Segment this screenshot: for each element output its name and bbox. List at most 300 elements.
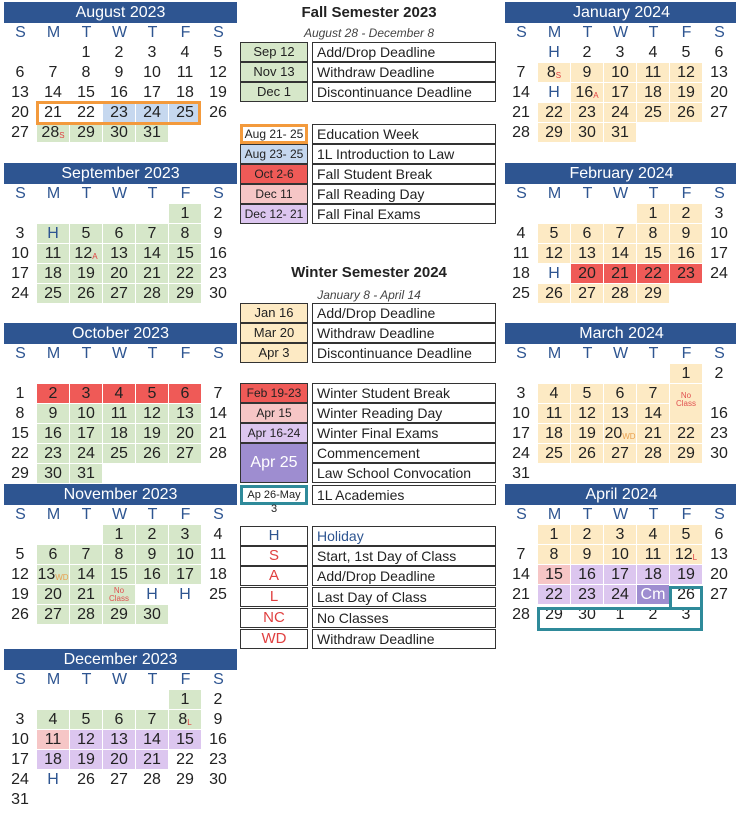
- day-cell-break: 20: [571, 264, 603, 283]
- day-cell: 13: [571, 244, 603, 263]
- day-cell: 15: [77, 84, 95, 101]
- day-cell: [505, 364, 537, 383]
- day-cell: 28: [143, 771, 161, 788]
- day-cell: 10: [11, 731, 29, 748]
- day-cell: 17: [143, 84, 161, 101]
- day-cell: 5: [571, 384, 603, 403]
- day-cell: 23: [571, 103, 603, 122]
- day-cell: 31: [604, 123, 636, 142]
- day-cell: 1: [169, 690, 201, 709]
- day-cell-exam: 18: [637, 565, 669, 584]
- day-cell: 30: [571, 123, 603, 142]
- day-cell: [70, 690, 102, 709]
- day-cell: 27: [11, 124, 29, 141]
- winter-deadline-row: Jan 16 Add/Drop Deadline: [240, 303, 496, 323]
- day-cell: 27: [710, 586, 728, 603]
- day-cell: 2: [114, 44, 124, 61]
- day-cell: 5: [15, 546, 25, 563]
- day-cell: 30: [710, 445, 728, 462]
- day-cell: 20: [710, 84, 728, 101]
- month-title: April 2024: [505, 484, 736, 505]
- day-cell: 19: [70, 264, 102, 283]
- day-cell: 16: [136, 565, 168, 584]
- day-cell: 14: [512, 566, 530, 583]
- day-cell-withdraw: $20_{WD}$: [604, 425, 636, 442]
- day-cell: 26: [571, 444, 603, 463]
- day-cell: 28: [637, 444, 669, 463]
- day-cell-holiday: H: [548, 44, 560, 61]
- day-cell: 1: [169, 204, 201, 223]
- day-cell: 21: [209, 425, 227, 442]
- day-cell: 21: [512, 586, 530, 603]
- day-cell: 26: [11, 606, 29, 623]
- day-cell: 10: [143, 64, 161, 81]
- winter-event-row: Apr 15 Winter Reading Day: [240, 403, 496, 423]
- day-cell: 28: [512, 606, 530, 623]
- day-cell: 19: [571, 424, 603, 443]
- day-cell: 18: [37, 264, 69, 283]
- day-cell: 8: [15, 405, 25, 422]
- day-cell: 18: [512, 265, 530, 282]
- day-cell-withdraw: $13_{WD}$: [37, 566, 69, 583]
- day-cell: 29: [70, 123, 102, 142]
- day-cell: 11: [637, 63, 669, 82]
- day-cell: 28: [209, 445, 227, 462]
- day-cell: 9: [114, 64, 124, 81]
- education-week-outline: [36, 101, 201, 125]
- day-cell: 26: [538, 284, 570, 303]
- day-cell-reading-day: 11: [37, 730, 69, 749]
- day-cell: 5: [70, 710, 102, 729]
- month-february-2024: [505, 163, 736, 304]
- day-cell-reading-day: 15: [538, 565, 570, 584]
- day-cell: 23: [37, 444, 69, 463]
- day-cell: 29: [103, 605, 135, 624]
- day-cell: 5: [213, 44, 223, 61]
- day-cell: 4: [538, 384, 570, 403]
- day-cell: 22: [169, 264, 201, 283]
- day-cell: 26: [677, 586, 695, 603]
- day-cell: [70, 525, 102, 544]
- day-cell: 7: [516, 64, 526, 81]
- day-cell: 12: [538, 244, 570, 263]
- day-cell: 17: [11, 751, 29, 768]
- day-cell: [538, 364, 570, 383]
- month-title: December 2023: [4, 649, 237, 670]
- day-cell-exam: 24: [604, 585, 636, 604]
- day-cell: 21: [136, 264, 168, 283]
- day-cell: 30: [209, 285, 227, 302]
- day-cell: 24: [512, 445, 530, 462]
- day-cell: 7: [516, 546, 526, 563]
- day-cell-exam: 21: [136, 750, 168, 769]
- day-cell: [670, 404, 702, 423]
- day-cell: 1: [81, 44, 91, 61]
- day-cell: 7: [136, 224, 168, 243]
- day-cell-add-drop: $12_A$: [70, 244, 102, 263]
- day-cell: 11: [37, 244, 69, 263]
- day-cell: 3: [516, 385, 526, 402]
- day-cell: 30: [209, 771, 227, 788]
- month-title: January 2024: [505, 2, 736, 23]
- day-cell: 24: [136, 103, 168, 122]
- day-cell: 15: [169, 244, 201, 263]
- day-cell-break: 3: [70, 384, 102, 403]
- day-cell: 31: [70, 464, 102, 483]
- day-cell: 23: [710, 425, 728, 442]
- day-cell: 3: [15, 711, 25, 728]
- day-cell: 3: [615, 44, 625, 61]
- day-cell: 1: [538, 525, 570, 544]
- day-cell: 13: [169, 404, 201, 423]
- day-cell: [169, 123, 201, 142]
- day-cell: [4, 204, 36, 223]
- day-cell: 14: [209, 405, 227, 422]
- commencement-row: Apr 25 Commencement Law School Convocation: [240, 443, 496, 483]
- weekday-header: S M T W T F S: [15, 671, 224, 688]
- day-cell: 28: [70, 605, 102, 624]
- day-cell: 20: [103, 264, 135, 283]
- day-cell: 15: [637, 244, 669, 263]
- day-cell: 6: [571, 224, 603, 243]
- day-cell: 27: [710, 104, 728, 121]
- day-cell: 8: [169, 224, 201, 243]
- day-cell: 18: [176, 84, 194, 101]
- winter-event-row: Apr 16-24 Winter Final Exams: [240, 423, 496, 443]
- day-cell: 11: [209, 546, 227, 563]
- day-cell-holiday: H: [548, 84, 560, 101]
- day-cell: [505, 204, 537, 223]
- day-cell: 9: [571, 545, 603, 564]
- day-cell: 24: [11, 285, 29, 302]
- day-cell: 8: [637, 224, 669, 243]
- day-cell-break: 22: [637, 264, 669, 283]
- month-title: November 2023: [4, 484, 237, 505]
- day-cell: 28: [512, 124, 530, 141]
- fall-event-row: Aug 23- 25 1L Introduction to Law: [240, 144, 496, 164]
- day-cell: 7: [213, 385, 223, 402]
- day-cell: [70, 204, 102, 223]
- legend-row: WD Withdraw Deadline: [240, 629, 496, 649]
- academies-outline-bottom: [537, 607, 703, 631]
- day-cell: 9: [571, 63, 603, 82]
- day-cell: 29: [538, 123, 570, 142]
- day-cell: 14: [604, 244, 636, 263]
- day-cell: 29: [545, 606, 563, 623]
- day-cell: 21: [637, 424, 669, 443]
- day-cell: [505, 43, 537, 62]
- day-cell: 20: [169, 424, 201, 443]
- day-cell: 14: [512, 84, 530, 101]
- day-cell: 7: [48, 64, 58, 81]
- day-cell: 4: [637, 525, 669, 544]
- day-cell: 16: [710, 405, 728, 422]
- legend-row: L Last Day of Class: [240, 587, 496, 607]
- day-cell: 11: [637, 545, 669, 564]
- day-cell-break: 5: [136, 384, 168, 403]
- day-cell: [103, 204, 135, 223]
- day-cell: 11: [512, 245, 530, 262]
- day-cell: 6: [604, 384, 636, 403]
- day-cell: 4: [648, 44, 658, 61]
- day-cell: [571, 204, 603, 223]
- day-cell: 27: [604, 444, 636, 463]
- day-cell: 24: [70, 444, 102, 463]
- day-cell: 10: [11, 245, 29, 262]
- weekday-header: S M T W T F S: [15, 345, 224, 362]
- day-cell: 20: [11, 104, 29, 121]
- legend-row: NC No Classes: [240, 608, 496, 628]
- weekday-header: S M T W T F S: [15, 185, 224, 202]
- fall-deadline-row: Sep 12 Add/Drop Deadline: [240, 42, 496, 62]
- day-cell: 5: [670, 525, 702, 544]
- day-cell: 9: [37, 404, 69, 423]
- day-cell-last-day: $8_L$: [169, 710, 201, 729]
- day-cell: 27: [169, 444, 201, 463]
- weekday-header: S M T W T F S: [516, 185, 725, 202]
- day-cell-holiday: H: [146, 586, 158, 603]
- day-cell: 4: [180, 44, 190, 61]
- day-cell: 6: [103, 710, 135, 729]
- day-cell: 25: [209, 586, 227, 603]
- day-cell: 25: [512, 285, 530, 302]
- fall-deadline-row: Nov 13 Withdraw Deadline: [240, 62, 496, 82]
- day-cell: 18: [637, 83, 669, 102]
- day-cell: [37, 43, 69, 62]
- day-cell: 6: [15, 64, 25, 81]
- weekday-header: S M T W T F S: [15, 24, 224, 41]
- day-cell: 26: [77, 771, 95, 788]
- day-cell: 16: [209, 731, 227, 748]
- day-cell: 27: [571, 284, 603, 303]
- day-cell: 13: [604, 404, 636, 423]
- day-cell: 26: [136, 444, 168, 463]
- day-cell: 30: [103, 123, 135, 142]
- day-cell: 14: [44, 84, 62, 101]
- weekday-header: S M T W T F S: [15, 506, 224, 523]
- day-cell-exam: 23: [571, 585, 603, 604]
- day-cell: 9: [213, 711, 223, 728]
- weekday-header: S M T W T F S: [516, 24, 725, 41]
- day-cell: 21: [44, 104, 62, 121]
- day-cell: 28: [604, 284, 636, 303]
- day-cell: 29: [169, 284, 201, 303]
- month-title: February 2024: [505, 163, 736, 184]
- day-cell: 2: [213, 691, 223, 708]
- day-cell: 22: [176, 751, 194, 768]
- day-cell: 4: [213, 526, 223, 543]
- winter-deadline-row: Mar 20 Withdraw Deadline: [240, 323, 496, 343]
- day-cell: 31: [512, 465, 530, 482]
- day-cell: 19: [11, 586, 29, 603]
- day-cell: 22: [77, 104, 95, 121]
- day-cell: 12: [11, 566, 29, 583]
- day-cell: 8: [81, 64, 91, 81]
- day-cell: [703, 384, 735, 403]
- month-title: March 2024: [505, 323, 736, 344]
- month-march-2024: [505, 323, 736, 484]
- day-cell-holiday: H: [37, 224, 69, 243]
- day-cell: 10: [604, 545, 636, 564]
- day-cell: [703, 605, 735, 624]
- day-cell-exam: 19: [670, 565, 702, 584]
- day-cell: 23: [103, 103, 135, 122]
- day-cell: 25: [637, 103, 669, 122]
- day-cell: [538, 204, 570, 223]
- day-cell: [103, 690, 135, 709]
- day-cell: 12: [571, 404, 603, 423]
- day-cell: 28: [136, 284, 168, 303]
- day-cell: 12: [136, 404, 168, 423]
- day-cell-holiday: H: [179, 586, 191, 603]
- month-title: October 2023: [4, 323, 237, 344]
- day-cell: 22: [538, 103, 570, 122]
- day-cell: 31: [136, 123, 168, 142]
- day-cell: 26: [209, 104, 227, 121]
- day-cell: 12: [209, 64, 227, 81]
- day-cell: 13: [11, 84, 29, 101]
- day-cell: 16: [670, 244, 702, 263]
- day-cell: 17: [710, 245, 728, 262]
- day-cell-no-class: No Class: [670, 384, 702, 423]
- day-cell: 29: [670, 444, 702, 463]
- day-cell-exam: 22: [538, 585, 570, 604]
- day-cell: 19: [209, 84, 227, 101]
- day-cell-break: 2: [37, 384, 69, 403]
- day-cell: 10: [710, 225, 728, 242]
- day-cell: 22: [670, 424, 702, 443]
- day-cell: 6: [37, 545, 69, 564]
- day-cell: 7: [637, 384, 669, 403]
- day-cell: 27: [110, 771, 128, 788]
- day-cell-break: 4: [103, 384, 135, 403]
- day-cell-holiday: H: [548, 265, 560, 282]
- day-cell: 17: [512, 425, 530, 442]
- day-cell: 13: [710, 546, 728, 563]
- day-cell: 21: [70, 585, 102, 604]
- weekday-header: S M T W T F S: [516, 345, 725, 362]
- day-cell-add-drop: $16_A$: [571, 83, 603, 102]
- day-cell: 1: [615, 606, 625, 623]
- day-cell: 16: [110, 84, 128, 101]
- day-cell: 12: [670, 63, 702, 82]
- day-cell-last-day: $12_L$: [670, 545, 702, 564]
- day-cell: 25: [103, 444, 135, 463]
- day-cell: 13: [103, 244, 135, 263]
- day-cell-no-class: No Class: [103, 585, 135, 604]
- day-cell: [604, 204, 636, 223]
- day-cell: 21: [512, 104, 530, 121]
- day-cell: 11: [176, 64, 194, 81]
- day-cell: 14: [136, 244, 168, 263]
- day-cell-exam: 16: [571, 565, 603, 584]
- legend-row: H Holiday: [240, 526, 496, 546]
- day-cell: 10: [512, 405, 530, 422]
- day-cell: [637, 364, 669, 383]
- day-cell: [202, 123, 234, 142]
- month-title: September 2023: [4, 163, 237, 184]
- day-cell: 1: [637, 204, 669, 223]
- day-cell: 2: [648, 606, 658, 623]
- day-cell: 27: [37, 605, 69, 624]
- day-cell: 3: [15, 225, 25, 242]
- day-cell: 15: [11, 425, 29, 442]
- day-cell-exam: 18: [37, 750, 69, 769]
- day-cell: 2: [571, 525, 603, 544]
- day-cell-exam: 19: [70, 750, 102, 769]
- legend-row: A Add/Drop Deadline: [240, 566, 496, 586]
- day-cell-exam: 13: [103, 730, 135, 749]
- day-cell: 3: [604, 525, 636, 544]
- day-cell: 6: [103, 224, 135, 243]
- day-cell: 3: [147, 44, 157, 61]
- day-cell: 9: [213, 225, 223, 242]
- day-cell: [4, 43, 36, 62]
- day-cell: 29: [637, 284, 669, 303]
- day-cell: 27: [103, 284, 135, 303]
- day-cell: 4: [516, 225, 526, 242]
- day-cell: 22: [11, 445, 29, 462]
- month-september-2023: [4, 163, 237, 304]
- day-cell: 7: [136, 710, 168, 729]
- month-october-2023: [4, 323, 237, 484]
- day-cell-holiday: H: [47, 771, 59, 788]
- day-cell: 16: [37, 424, 69, 443]
- day-cell: 25: [169, 103, 201, 122]
- day-cell: 26: [670, 103, 702, 122]
- day-cell-exam: 20: [103, 750, 135, 769]
- day-cell: 3: [681, 606, 691, 623]
- day-cell-exam: 15: [169, 730, 201, 749]
- day-cell: 30: [136, 605, 168, 624]
- day-cell: 30: [578, 606, 596, 623]
- day-cell: 15: [103, 565, 135, 584]
- day-cell: 17: [11, 265, 29, 282]
- day-cell-break: 6: [169, 384, 201, 403]
- day-cell: [505, 525, 537, 544]
- winter-deadline-row: Apr 3 Discontinuance Deadline: [240, 343, 496, 363]
- day-cell: 29: [176, 771, 194, 788]
- day-cell: 17: [604, 83, 636, 102]
- day-cell: 14: [70, 565, 102, 584]
- day-cell: 3: [169, 525, 201, 544]
- day-cell: 19: [136, 424, 168, 443]
- day-cell: 18: [103, 424, 135, 443]
- day-cell: 9: [136, 545, 168, 564]
- day-cell: 11: [538, 404, 570, 423]
- day-cell: 2: [213, 205, 223, 222]
- day-cell: 4: [37, 710, 69, 729]
- month-december-2023: [4, 649, 237, 810]
- day-cell-break: 21: [604, 264, 636, 283]
- day-cell: 24: [11, 771, 29, 788]
- day-cell: 10: [70, 404, 102, 423]
- day-cell: 30: [37, 464, 69, 483]
- fall-deadline-row: Dec 1 Discontinuance Deadline: [240, 82, 496, 102]
- day-cell: 24: [604, 103, 636, 122]
- day-cell-exam: 12: [70, 730, 102, 749]
- day-cell: 3: [714, 205, 724, 222]
- weekday-header: S M T W T F S: [516, 506, 725, 523]
- day-cell: 2: [136, 525, 168, 544]
- day-cell: [37, 690, 69, 709]
- fall-event-row: Oct 2-6 Fall Student Break: [240, 164, 496, 184]
- day-cell-break: 23: [670, 264, 702, 283]
- day-cell: 1: [15, 385, 25, 402]
- day-cell: 5: [70, 224, 102, 243]
- winter-event-row: Feb 19-23 Winter Student Break: [240, 383, 496, 403]
- month-title: August 2023: [4, 2, 237, 23]
